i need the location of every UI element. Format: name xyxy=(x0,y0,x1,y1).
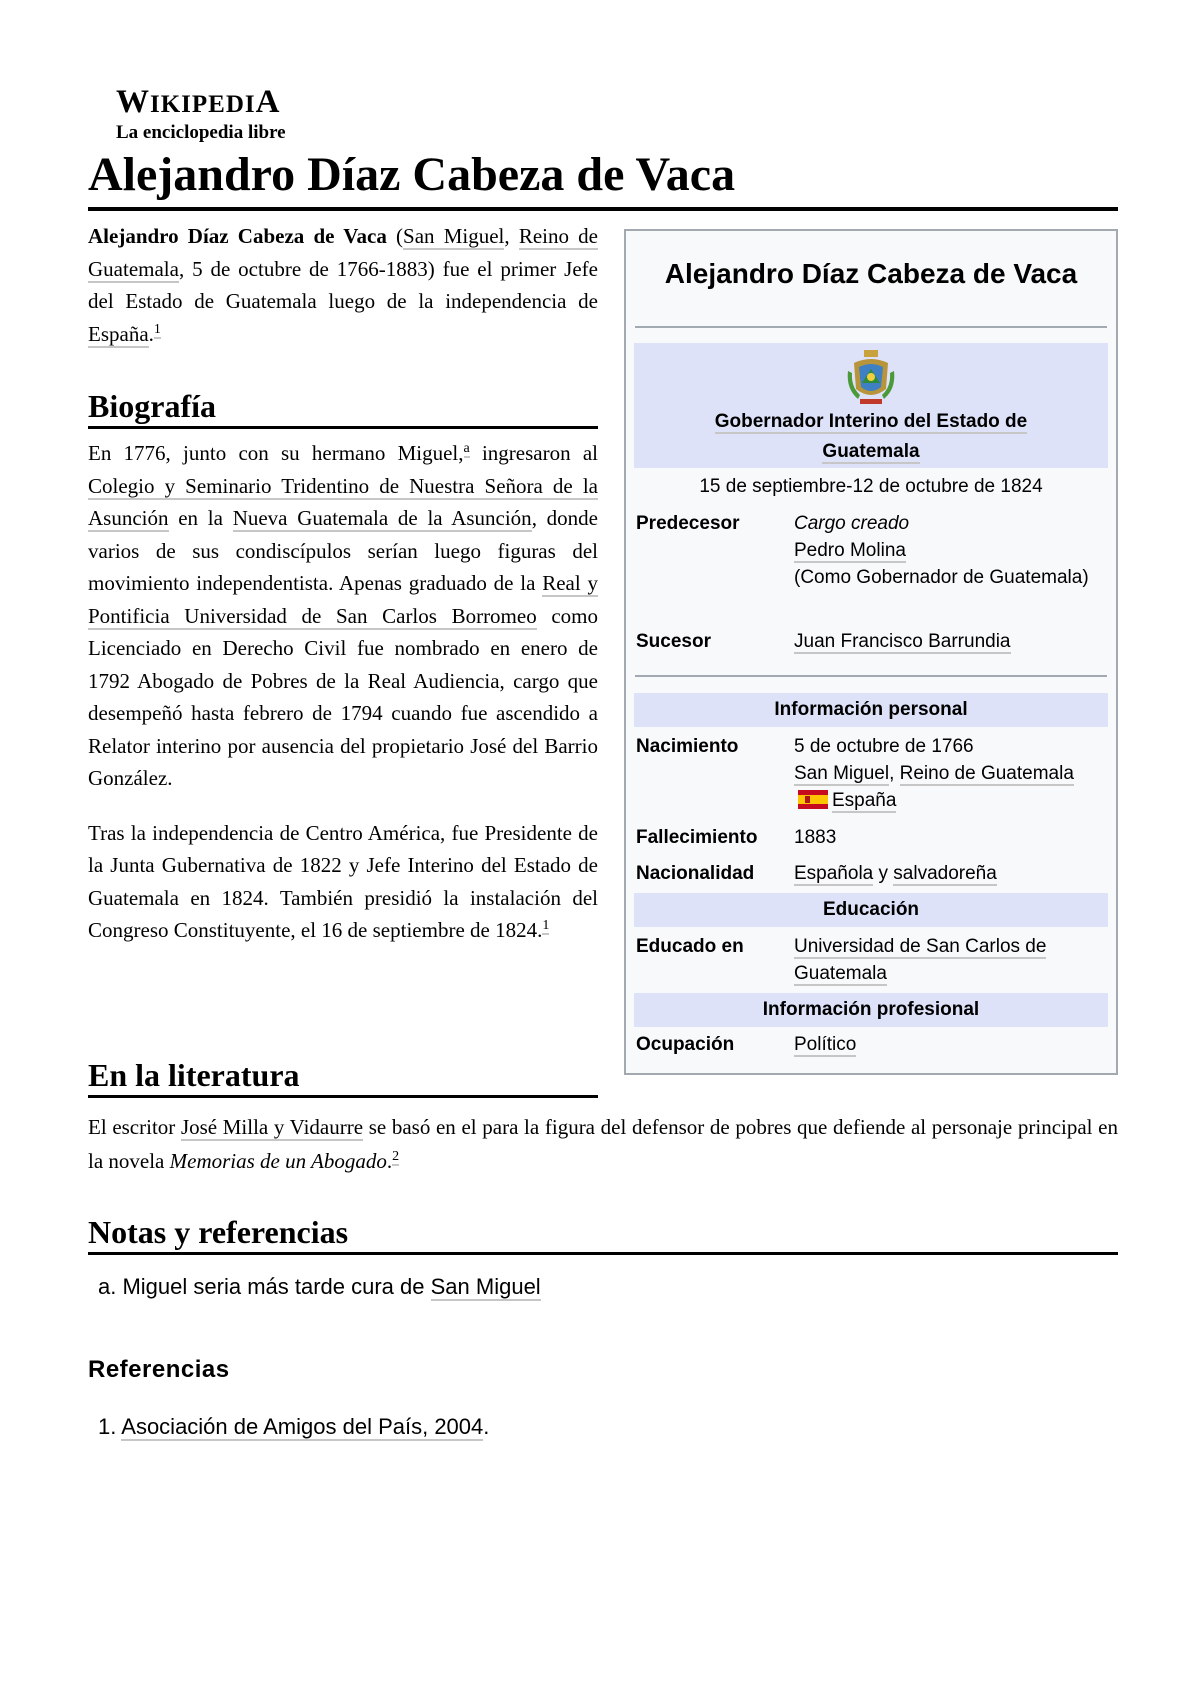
infobox-divider-2 xyxy=(635,675,1107,677)
nacionalidad-salvadorena-link[interactable]: salvadoreña xyxy=(893,863,997,884)
section-notas-y-referencias: Notas y referencias xyxy=(88,1212,1118,1255)
infobox-header-educacion: Educación xyxy=(634,893,1108,927)
nacimiento-reino-link[interactable]: Reino de Guatemala xyxy=(899,763,1074,784)
section-biografia: Biografía xyxy=(88,386,598,429)
reference-1-item: 1. Asociación de Amigos del País, 2004. xyxy=(98,1414,490,1439)
infobox xyxy=(624,229,1118,1075)
nacimiento-label: Nacimiento xyxy=(636,736,739,757)
infobox-header-personal: Información personal xyxy=(634,693,1108,727)
note-a-link[interactable]: a xyxy=(463,441,470,456)
fallecimiento-value: 1883 xyxy=(794,827,837,848)
intro-paragraph: Alejandro Díaz Cabeza de Vaca (San Miguel, Reino de Guatemala, 5 de octubre de 1766-1883) fue el primer Jefe del Estado de Guatemala luego de la independencia de España.$^1$ xyxy=(88,224,598,346)
infobox-row-predecesor xyxy=(636,510,1108,591)
infobox-period: 15 de septiembre-12 de octubre de 1824 xyxy=(699,476,1043,497)
section-en-la-literatura: En la literatura xyxy=(88,1055,598,1098)
infobox-divider xyxy=(635,326,1107,328)
link-jose-milla[interactable]: José Milla y Vidaurre xyxy=(180,1115,364,1139)
note-a-san-miguel-link[interactable]: San Miguel xyxy=(430,1274,541,1299)
reference-1-link[interactable]: Asociación de Amigos del País, 2004 xyxy=(121,1414,484,1439)
logo-wordmark: WIKIPEDIA xyxy=(116,84,281,120)
nacimiento-san-miguel-link[interactable]: San Miguel xyxy=(794,763,890,784)
spain-flag-icon xyxy=(798,790,828,809)
nacimiento-espana-link[interactable]: España xyxy=(832,790,897,811)
predecesor-cargo-creado: Cargo creado xyxy=(794,513,910,534)
logo-tagline: La enciclopedia libre xyxy=(116,122,286,143)
section-referencias: Referencias xyxy=(88,1356,230,1383)
predecesor-label: Predecesor xyxy=(636,513,740,534)
educado-universidad-link[interactable]: Universidad de San Carlos de Guatemala xyxy=(794,936,1047,984)
infobox-row-sucesor xyxy=(636,628,1108,655)
novel-title: Memorias de un Abogado xyxy=(169,1149,387,1173)
ref-1-link[interactable]: 1 xyxy=(153,321,161,337)
ref-1-link-2[interactable]: 1 xyxy=(542,918,550,933)
link-colegio-seminario[interactable]: Colegio y Seminario Tridentino de Nuestra Señora de la Asunción xyxy=(88,473,598,530)
link-universidad-san-carlos[interactable]: Real y Pontificia Universidad de San Carlos Borromeo xyxy=(88,571,599,628)
educado-label: Educado en xyxy=(636,936,744,957)
ocupacion-politico-link[interactable]: Político xyxy=(794,1034,857,1055)
predecesor-note: (Como Gobernador de Guatemala) xyxy=(794,567,1089,588)
fallecimiento-label: Fallecimiento xyxy=(636,827,758,848)
note-a-item: a. Miguel seria más tarde cura de San Miguel xyxy=(98,1274,541,1299)
sucesor-label: Sucesor xyxy=(636,631,711,652)
page-title: Alejandro Díaz Cabeza de Vaca xyxy=(88,145,1118,211)
coat-of-arms-icon[interactable] xyxy=(846,349,896,407)
biografia-paragraph-2: Tras la independencia de Centro América, fue Presidente de la Junta Gubernativa de 1822 y Jefe Interino del Estado de Guatemala en 1824. También presidió la instalación del Congreso Constituyente, el 16 de septiembre de 1824.$^1$ xyxy=(88,820,598,942)
infobox-title: Alejandro Díaz Cabeza de Vaca xyxy=(664,258,1078,289)
sucesor-link[interactable]: Juan Francisco Barrundia xyxy=(794,631,1011,652)
infobox-row-fallecimiento xyxy=(636,824,1108,851)
infobox-header-profesional: Información profesional xyxy=(634,993,1108,1027)
link-nueva-guatemala[interactable]: Nueva Guatemala de la Asunción xyxy=(232,506,532,530)
nacimiento-date: 5 de octubre de 1766 xyxy=(794,736,974,757)
biografia-paragraph-1: En 1776, junto con su hermano Miguel,$^a$ ingresaron al Colegio y Seminario Tridentino de Nuestra Señora de la Asunción en la Nueva Guatemala de la Asunción, donde varios de sus condiscípulos serían luego figuras del movimiento independentista. Apenas graduado de la Real y Pontificia Universidad de San Carlos Borromeo como Licenciado en Derecho Civil fue nombrado en enero de 1792 Abogado de Pobres de la Real Audiencia, cargo que desempeñó hasta febrero de 1794 cuando fue ascendido a Relator interino por ausencia del propietario José del Barrio González. xyxy=(88,441,599,790)
infobox-row-nacimiento: Nacimiento 5 de octubre de 1766 San Miguel, Reino de Guatemala España xyxy=(636,733,1108,814)
intro-bold-name: Alejandro Díaz Cabeza de Vaca xyxy=(88,224,387,248)
wikipedia-logo[interactable] xyxy=(116,84,316,143)
link-reino-de-guatemala[interactable]: Reino de Guatemala xyxy=(88,224,598,281)
link-espana[interactable]: España xyxy=(88,321,149,346)
nacionalidad-label: Nacionalidad xyxy=(636,863,755,884)
infobox-row-educado xyxy=(636,933,1108,987)
link-san-miguel[interactable]: San Miguel xyxy=(403,224,505,248)
literatura-paragraph: El escritor José Milla y Vidaurre se basó en el para la figura del defensor de pobres que defiende al personaje principal en la novela Memorias de un Abogado.$^2$ xyxy=(88,1115,1118,1173)
infobox-row-ocupacion xyxy=(636,1031,1108,1058)
infobox-row-nacionalidad: Nacionalidad Española y salvadoreña xyxy=(636,860,1108,887)
office-link[interactable]: Gobernador Interino del Estado de Guatemala xyxy=(714,411,1028,462)
nacionalidad-espanola-link[interactable]: Española xyxy=(794,863,874,884)
infobox-office-block xyxy=(634,343,1108,468)
ref-2-link[interactable]: 2 xyxy=(392,1149,400,1164)
predecesor-link[interactable]: Pedro Molina xyxy=(794,540,906,561)
ocupacion-label: Ocupación xyxy=(636,1034,735,1055)
article-left-column xyxy=(88,220,598,969)
